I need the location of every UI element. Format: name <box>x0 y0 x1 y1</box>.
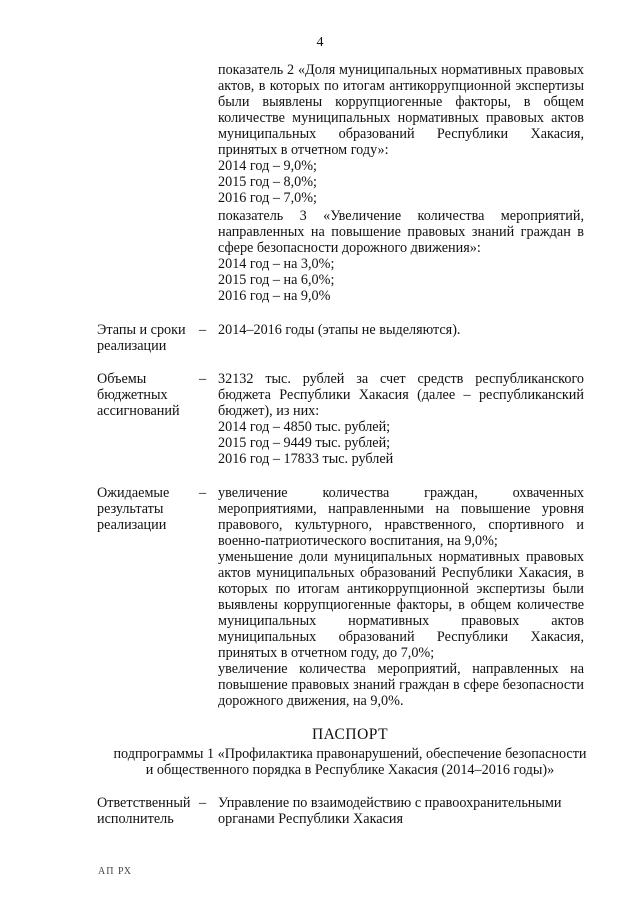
funding-line: бюджет), из них: <box>218 403 320 419</box>
results-line: увеличение количества мероприятий, направленных на <box>218 661 584 677</box>
results-line: мероприятиями, направленными на повышение уровня <box>218 501 584 517</box>
results-label-line: реализации <box>97 517 167 533</box>
indicator-line: актов, в которых по итогам антикоррупционной экспертизы <box>218 78 584 94</box>
results-line: выявлены коррупциогенные факторы, в общем количестве <box>218 597 584 613</box>
archive-mark: АП РХ <box>98 866 133 877</box>
stages-value: 2014–2016 годы (этапы не выделяются). <box>218 322 461 338</box>
funding-line: 32132 тыс. рублей за счет средств республиканского <box>218 371 584 387</box>
results-line: военно-патриотического воспитания, на 9,0%; <box>218 533 498 549</box>
results-line: увеличение количества граждан, охваченных <box>218 485 584 501</box>
executor-label-line: исполнитель <box>97 811 174 827</box>
funding-line: 2014 год – 4850 тыс. рублей; <box>218 419 391 435</box>
results-line: принятых в отчетном году, до 7,0%; <box>218 645 435 661</box>
executor-label <box>97 795 197 827</box>
results-line: дорожного движения, на 9,0%. <box>218 693 404 709</box>
results-label-line: Ожидаемые <box>97 485 170 501</box>
indicator-line: 2014 год – на 3,0%; <box>218 256 335 272</box>
executor-line: органами Республики Хакасия <box>218 811 403 827</box>
results-line: которых по итогам антикоррупционной экспертизы были <box>218 581 584 597</box>
funding-line: бюджета Республики Хакасия (далее – республиканский <box>218 387 584 403</box>
stages-label-line: Этапы и сроки <box>97 322 186 338</box>
indicator-line: принятых в отчетном году»: <box>218 142 389 158</box>
indicator-line: направленных на повышение правовых знаний граждан в <box>218 224 584 240</box>
executor-dash: – <box>199 795 207 811</box>
indicator-line: были выявлены коррупциогенные факторы, в общем <box>218 94 584 110</box>
indicator-line: муниципальных образований Республики Хакасия, <box>218 126 584 142</box>
stages-label-line: реализации <box>97 338 167 354</box>
indicator-line: сфере безопасности дорожного движения»: <box>218 240 481 256</box>
results-label <box>97 485 197 533</box>
indicator-line: 2016 год – на 9,0% <box>218 288 331 304</box>
results-label-line: результаты <box>97 501 164 517</box>
funding-line: 2015 год – 9449 тыс. рублей; <box>218 435 391 451</box>
results-dash: – <box>199 485 207 501</box>
results-line: актов муниципальных образований Республики Хакасия, в <box>218 565 584 581</box>
indicator-line: 2016 год – 7,0%; <box>218 190 317 206</box>
indicator-line: показатель 3 «Увеличение количества мероприятий, <box>218 208 584 224</box>
stages-label <box>97 322 197 354</box>
executor-line: Управление по взаимодействию с правоохранительными <box>218 795 562 811</box>
results-line: муниципальных образований Республики Хакасия, <box>218 629 584 645</box>
funding-label <box>97 371 197 419</box>
stages-dash: – <box>199 322 207 338</box>
funding-label-line: бюджетных <box>97 387 168 403</box>
indicator-line: показатель 2 «Доля муниципальных нормативных правовых <box>218 62 584 78</box>
funding-label-line: Объемы <box>97 371 147 387</box>
results-line: муниципальных нормативных правовых актов <box>218 613 584 629</box>
results-line: уменьшение доли муниципальных нормативных правовых <box>218 549 584 565</box>
funding-line: 2016 год – 17833 тыс. рублей <box>218 451 394 467</box>
passport-subtitle-line: и общественного порядка в Республике Хакасия (2014–2016 годы)» <box>145 762 555 778</box>
indicator-line: 2015 год – 8,0%; <box>218 174 317 190</box>
results-line: правового, культурного, нравственного, спортивного и <box>218 517 584 533</box>
indicator-line: количестве муниципальных нормативных правовых актов <box>218 110 584 126</box>
indicator-line: 2014 год – 9,0%; <box>218 158 317 174</box>
page-number: 4 <box>316 35 324 50</box>
results-line: повышение правовых знаний граждан в сфере безопасности <box>218 677 584 693</box>
funding-label-line: ассигнований <box>97 403 180 419</box>
indicator-line: 2015 год – на 6,0%; <box>218 272 335 288</box>
passport-subtitle-line: подпрограммы 1 «Профилактика правонарушений, обеспечение безопасности <box>113 746 587 762</box>
passport-title: ПАСПОРТ <box>311 726 389 743</box>
funding-dash: – <box>199 371 207 387</box>
executor-label-line: Ответственный <box>97 795 191 811</box>
